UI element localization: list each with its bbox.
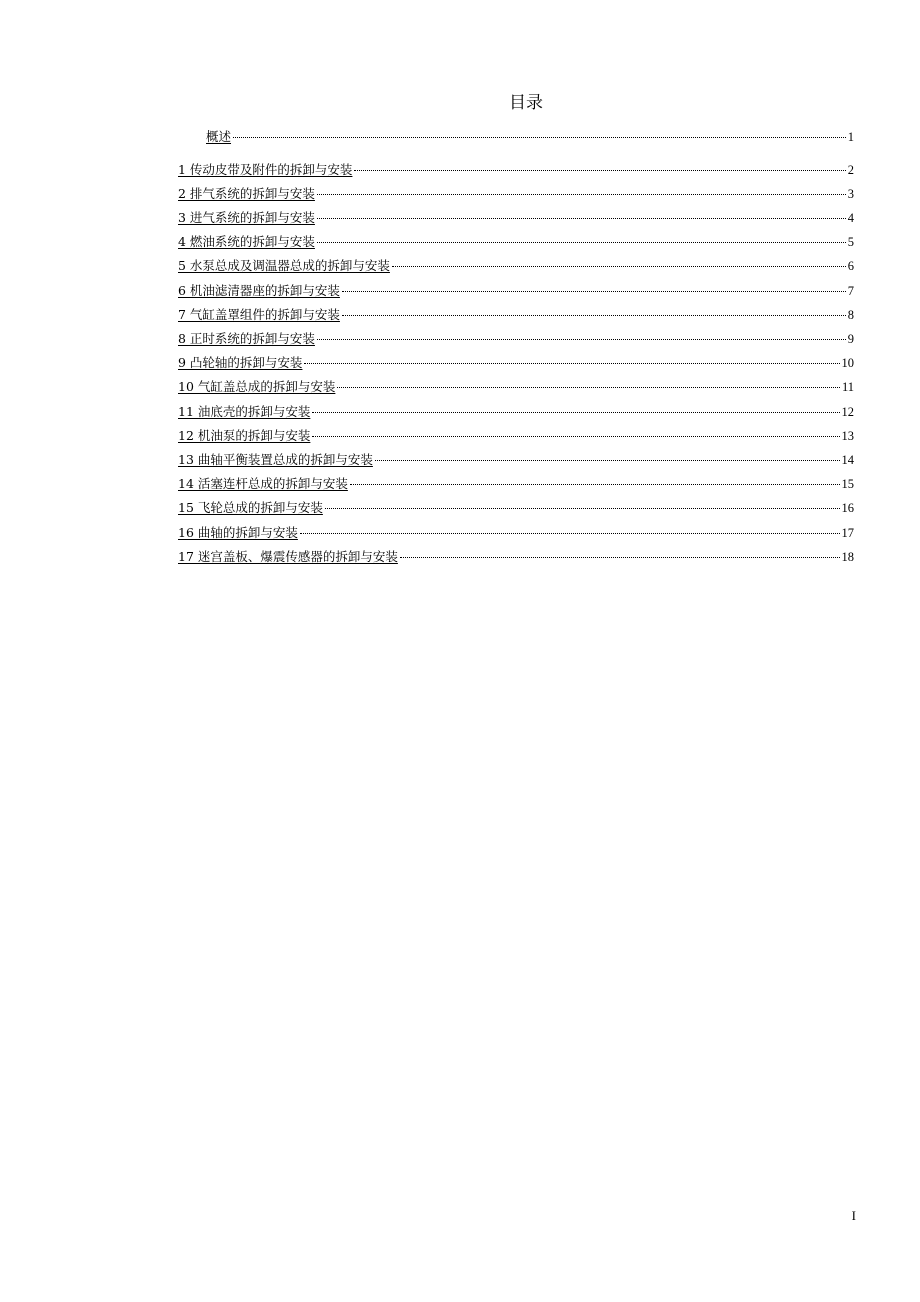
toc-entry-label[interactable]: 2 排气系统的拆卸与安装	[178, 185, 315, 201]
dot-leader	[233, 137, 846, 138]
toc-entry-page: 18	[841, 549, 854, 564]
toc-entry-page: 12	[841, 404, 854, 419]
toc-entry-page: 4	[847, 211, 854, 226]
toc-entry-label[interactable]: 9 凸轮轴的拆卸与安装	[178, 355, 303, 371]
toc-entry[interactable]	[178, 378, 854, 402]
toc-entry[interactable]	[178, 451, 854, 475]
toc-entry-page: 5	[847, 235, 854, 250]
dot-leader	[304, 363, 839, 364]
toc-entry-page: 9	[847, 332, 854, 346]
toc-entry[interactable]	[178, 354, 854, 378]
toc-entry-label[interactable]: 13 曲轴平衡装置总成的拆卸与安装	[178, 451, 373, 467]
toc-entry[interactable]	[178, 330, 854, 354]
dot-leader	[337, 387, 840, 388]
toc-entry[interactable]	[178, 257, 854, 281]
toc-entry[interactable]	[178, 427, 854, 451]
dot-leader	[317, 218, 846, 219]
toc-entry-page: 14	[841, 452, 854, 467]
toc-entry-label[interactable]: 11 油底壳的拆卸与安装	[178, 403, 311, 419]
toc-entry-label[interactable]: 17 迷宫盖板、爆震传感器的拆卸与安装	[178, 548, 398, 564]
toc-entry-label[interactable]: 4 燃油系统的拆卸与安装	[178, 234, 315, 250]
toc-entry[interactable]	[178, 499, 854, 523]
toc-entry-label[interactable]: 14 活塞连杆总成的拆卸与安装	[178, 476, 348, 492]
toc-entry[interactable]	[178, 306, 854, 330]
dot-leader	[342, 291, 846, 292]
toc-entry-page: 17	[841, 525, 854, 540]
toc-entry[interactable]	[178, 282, 854, 306]
toc-entry[interactable]	[178, 524, 854, 548]
toc-entry-page: 15	[841, 477, 854, 492]
toc-entry-page: 11	[841, 380, 854, 395]
dot-leader	[375, 460, 840, 461]
toc-entry[interactable]	[178, 161, 854, 185]
toc-entry-page: 10	[841, 356, 854, 371]
dot-leader	[300, 533, 840, 534]
toc-entry-label[interactable]: 5 水泵总成及调温器总成的拆卸与安装	[178, 258, 390, 274]
toc-entry[interactable]	[178, 475, 854, 499]
toc-entry-label[interactable]: 1 传动皮带及附件的拆卸与安装	[178, 161, 353, 177]
toc-entry[interactable]	[178, 185, 854, 209]
toc-entry-label[interactable]: 6 机油滤清器座的拆卸与安装	[178, 282, 340, 298]
toc-entry-page: 2	[847, 162, 854, 177]
toc-entry-label[interactable]: 10 气缸盖总成的拆卸与安装	[178, 379, 336, 395]
toc-entry[interactable]	[178, 233, 854, 257]
toc-entry-label[interactable]: 12 机油泵的拆卸与安装	[178, 427, 311, 443]
dot-leader	[400, 557, 840, 558]
toc-entry-page: 6	[847, 259, 854, 274]
toc-entry-label[interactable]: 16 曲轴的拆卸与安装	[178, 524, 298, 540]
toc-entry-label[interactable]: 8 正时系统的拆卸与安装	[178, 331, 315, 346]
toc-entry[interactable]	[178, 403, 854, 427]
toc-list	[178, 128, 854, 572]
toc-entry-label[interactable]: 7 气缸盖罩组件的拆卸与安装	[178, 306, 340, 322]
toc-entry-page: 7	[847, 283, 854, 298]
toc-entry-label[interactable]: 概述	[206, 129, 232, 144]
dot-leader	[317, 194, 846, 195]
toc-entry-page: 8	[847, 307, 854, 322]
toc-entry-label[interactable]: 15 飞轮总成的拆卸与安装	[178, 500, 323, 516]
dot-leader	[317, 242, 846, 243]
toc-entry-overview[interactable]	[178, 128, 854, 152]
dot-leader	[350, 484, 840, 485]
toc-entry-page: 3	[847, 186, 854, 201]
toc-entry-label[interactable]: 3 进气系统的拆卸与安装	[178, 210, 315, 226]
footer-page-number: I	[851, 1208, 856, 1223]
dot-leader	[325, 508, 840, 509]
dot-leader	[354, 170, 845, 171]
dot-leader	[312, 436, 839, 437]
dot-leader	[317, 339, 846, 340]
dot-leader	[342, 315, 846, 316]
toc-title: 目录	[509, 93, 543, 113]
toc-entry[interactable]	[178, 209, 854, 233]
toc-entry-page: 13	[841, 428, 854, 443]
dot-leader	[312, 412, 839, 413]
toc-entry[interactable]	[178, 548, 854, 572]
toc-entry-page: 1	[847, 130, 854, 144]
toc-entry-page: 16	[841, 501, 854, 516]
dot-leader	[392, 266, 846, 267]
